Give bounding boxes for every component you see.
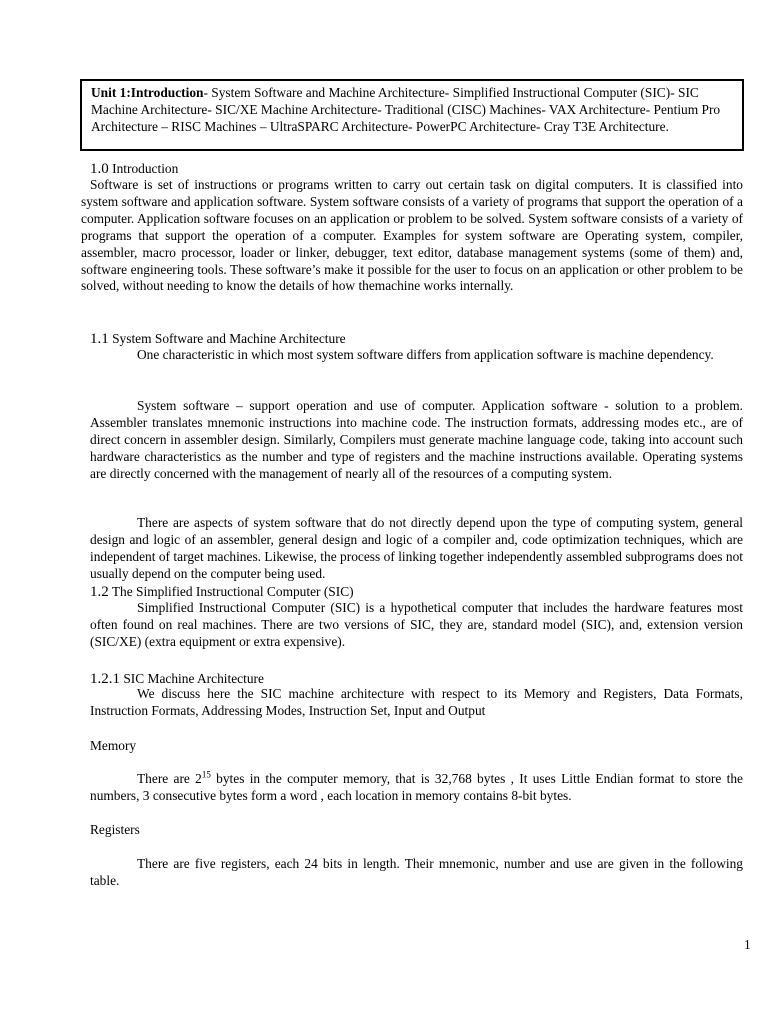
heading-number: 1.1 xyxy=(90,331,109,347)
memory-paragraph xyxy=(90,771,743,805)
heading-title: The Simplified Instructional Computer (SIC) xyxy=(111,584,354,599)
heading-number: 1.2 xyxy=(90,584,109,600)
heading-title: SIC Machine Architecture xyxy=(123,671,264,686)
independent-aspects-paragraph: There are aspects of system software that do not directly depend upon the type of computing system, general design and logic of an assembler, general design and logic of a compiler and, code optimization techniques, which are independent of target machines. Likewise, the process of linking together independently assembled subprograms does not usually depend on the computer being used. xyxy=(90,515,743,581)
unit-title: Unit 1:Introduction xyxy=(91,85,204,100)
unit-topics: - System Software and Machine Architecture- Simplified Instructional Computer (SIC)- SIC Machine Architecture- SIC/XE Machine Architecture- Traditional (CISC) Machines- VAX Architecture- Pentium Pro Architecture – RISC Machines – UltraSPARC Architecture- PowerPC Architecture- Cray T3E Architecture. xyxy=(91,85,721,134)
heading-1-2 xyxy=(90,583,354,601)
heading-number: 1.0 xyxy=(90,161,109,177)
system-software-paragraph: System software – support operation and use of computer. Application software - solution to a problem. Assembler translates mnemonic instructions into machine code. The instruction formats, addressing modes etc., are of direct concern in assembler design. Similarly, Compilers must generate machine language code, taking into account such hardware characteristics as the number and type of registers and the machine instructions available. Operating systems are directly concerned with the management of nearly all of the resources of a computing system. xyxy=(90,398,743,481)
sic-paragraph: Simplified Instructional Computer (SIC) is a hypothetical computer that includes the hardware features most often found on real machines. There are two versions of SIC, they are, standard model (SIC), and, extension version (SIC/XE) (extra equipment or extra expensive). xyxy=(90,600,743,649)
registers-paragraph: There are five registers, each 24 bits in length. Their mnemonic, number and use are given in the following table. xyxy=(90,856,743,888)
machine-dependency-paragraph: One characteristic in which most system software differs from application software is machine dependency. xyxy=(137,347,714,362)
sic-architecture-paragraph: We discuss here the SIC machine architecture with respect to its Memory and Registers, Data Formats, Instruction Formats, Addressing Modes, Instruction Set, Input and Output xyxy=(90,686,743,718)
intro-paragraph: Software is set of instructions or programs written to carry out certain task on digital computers. It is classified into system software and application software. System software consists of a variety of programs that support the operation of a computer. Application software focuses on an application or problem to be solved. System software consists of a variety of programs that support the operation of a computer. Examples for system software are Operating system, compiler, assembler, macro processor, loader or linker, debugger, text editor, database management systems (some of them) and, software engineering tools. These software’s make it possible for the user to focus on an application or other problem to be solved, without needing to know the details of how themachine works internally. xyxy=(81,177,743,294)
memory-text-after: bytes in the computer memory, that is 32,768 bytes , It uses Little Endian format to store the numbers, 3 consecutive bytes form a word , each location in memory contains 8-bit bytes. xyxy=(90,771,743,803)
registers-heading: Registers xyxy=(90,822,140,837)
memory-text-before: There are 2 xyxy=(137,771,202,786)
page-number: 1 xyxy=(744,937,751,952)
heading-number: 1.2.1 xyxy=(90,671,120,687)
heading-title: Introduction xyxy=(112,161,179,176)
memory-heading: Memory xyxy=(90,738,137,753)
memory-exponent: 15 xyxy=(201,769,211,780)
heading-1-1 xyxy=(90,330,346,348)
heading-1-0 xyxy=(90,160,178,178)
heading-title: System Software and Machine Architecture xyxy=(112,331,346,346)
unit-summary-box xyxy=(80,79,744,151)
